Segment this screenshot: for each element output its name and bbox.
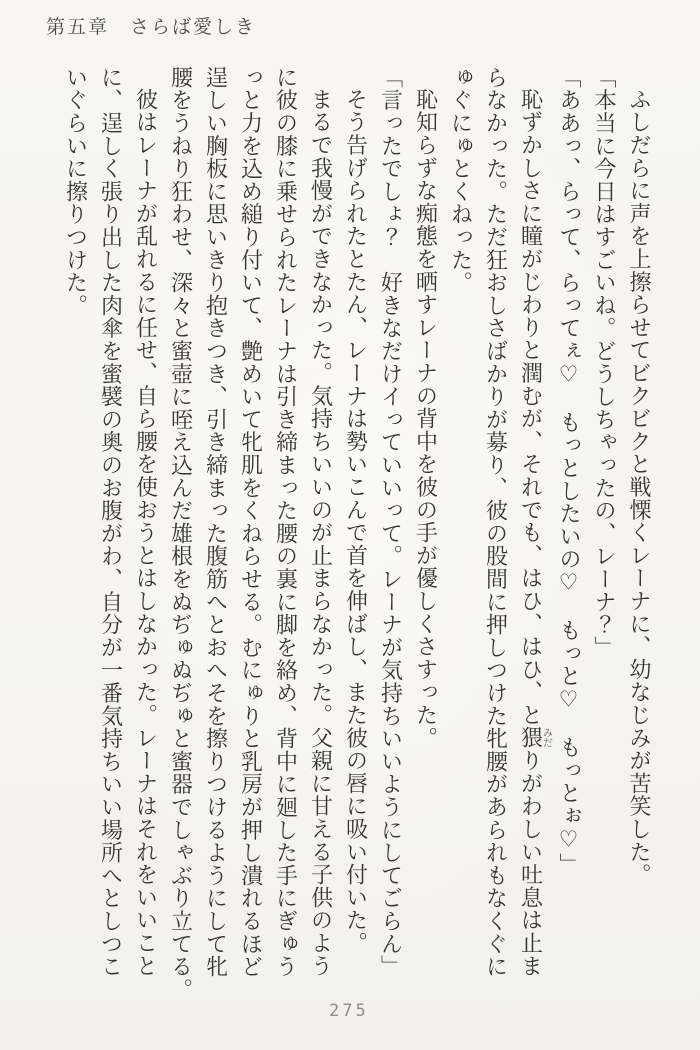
ruby-line-post: りがわしい吐息は止ま: [517, 749, 543, 978]
text-line-dialogue: 「本当に今日はすごいね。どうしちゃったの、レーナ？」: [591, 66, 616, 659]
page-number: 275: [329, 1001, 369, 1021]
text-line: 腰をうねり狂わせ、深々と蜜壺に咥え込んだ雄根をぬぢゅぬぢゅと蜜器でしゃぶり立てる。: [167, 66, 193, 1001]
ruby-line-pre: 恥ずかしさに瞳がじわりと潤むが、それでも、はひ、はひ、と: [517, 88, 543, 727]
body-text-block: [58, 66, 657, 1010]
ruby-furigana: みだ: [540, 726, 552, 750]
text-line: 恥知らずな痴態を晒すレーナの背中を彼の手が優しくさすった。: [412, 88, 438, 750]
text-line: に彼の膝に乗せられたレーナは引き締まった腰の裏に脚を絡め、背中に廻した手にぎゅう: [272, 66, 298, 978]
ruby-annotation: [517, 726, 552, 750]
text-line: らなかった。ただ狂おしさばかりが募り、彼の股間に押しつけた牝腰があられもなくぐに: [482, 66, 508, 978]
text-line: ゅぐにゅとくねった。: [447, 66, 473, 294]
chapter-header: 第五章 さらば愛しき: [46, 16, 257, 38]
text-line-with-ruby: [513, 66, 552, 1010]
text-line-dialogue: 「ああっ、らって、らってぇ♡ もっとしたいの♡ もっと♡ もっとぉ♡」: [556, 66, 581, 876]
text-line: 逞しい胸板に思いきり抱きつき、引き締まった腹筋へとおへそを擦りつけるようにして牝: [202, 66, 228, 978]
text-line: に、逞しく張り出した肉傘を蜜襞の奥のお腹がわ、自分が一番気持ちいい場所へとしつこ: [97, 66, 123, 978]
text-line: いぐらいに擦りつけた。: [62, 66, 88, 317]
text-line: まるで我慢ができなかった。気持ちいいのが止まらなかった。父親に甘える子供のよう: [307, 88, 333, 978]
text-line: ふしだらに声を上擦らせてビクビクと戦慄くレーナに、幼なじみが苦笑した。: [626, 88, 651, 886]
text-line: っと力を込め縋り付いて、艶めいて牝肌をくねらせる。むにゅりと乳房が押し潰れるほど: [237, 66, 263, 978]
ruby-base: 猥: [517, 726, 543, 750]
text-line-dialogue: 「言ったでしょ？ 好きなだけイっていいって。レーナが気持ちいいようにしてごらん」: [377, 66, 403, 978]
text-line: そう告げられたとたん、レーナは勢いこんで首を伸ばし、また彼の唇に吸い付いた。: [342, 88, 368, 955]
text-line: 彼はレーナが乱れるに任せ、自ら腰を使おうとはしなかった。レーナはそれをいいこと: [132, 88, 158, 978]
